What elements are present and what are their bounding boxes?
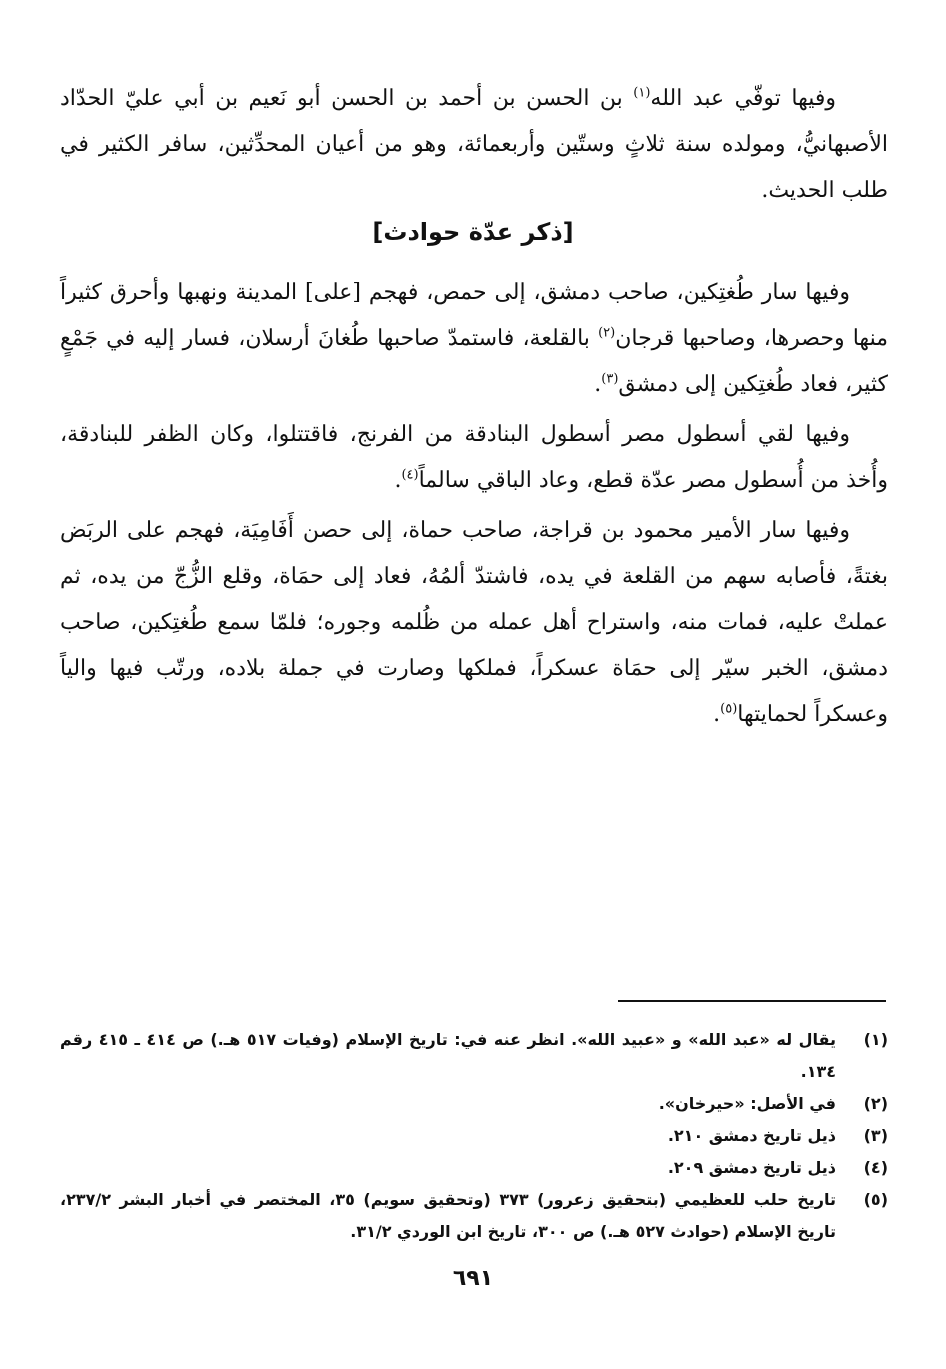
footnote-text: تاريخ حلب للعظيمي (بتحقيق زعرور) ٣٧٣ (وتحقيق سويم) ٣٥، المختصر في أخبار البشر ٢٣٧/٢، تاريخ الإسلام (حوادث ٥٢٧ هـ.) ص ٣٠٠، تاريخ ابن الوردي ٣١/٢.	[60, 1190, 836, 1241]
paragraph-end: .	[394, 468, 402, 493]
paragraph-obituary	[60, 76, 888, 214]
footnote-marker[interactable]: (٤)	[401, 467, 419, 483]
footnote-marker[interactable]: (١)	[633, 85, 651, 101]
paragraph-hama	[60, 508, 888, 738]
footnotes-list	[60, 1024, 888, 1248]
paragraph-text: وفيها توفّي عبد الله	[650, 86, 836, 111]
footnote-marker[interactable]: (٥)	[720, 701, 738, 717]
footnote-text: يقال له «عبد الله» و «عبيد الله». انظر عنه في: تاريخ الإسلام (وفيات ٥١٧ هـ.) ص ٤١٤ ـ ٤١٥ رقم ١٣٤.	[60, 1030, 836, 1081]
footnote-number: (٢)	[863, 1094, 888, 1113]
footnote-text: في الأصل: «حيرخان».	[658, 1094, 836, 1113]
footnote-item	[60, 1152, 888, 1184]
opening-section	[60, 76, 888, 214]
footnote-item	[60, 1184, 888, 1248]
section-heading: [ذكر عدّة حوادث]	[372, 218, 574, 246]
footnote-separator	[618, 1000, 886, 1002]
paragraph-text: وفيها لقي أسطول مصر أسطول البنادقة من الفرنج، فاقتتلوا، وكان الظفر للبنادقة، وأُخذ من أُسطول مصر عدّة قطع، وعاد الباقي سالماً	[60, 422, 888, 493]
footnote-number: (٣)	[863, 1126, 888, 1145]
paragraph-end: .	[594, 372, 602, 397]
footnote-number: (٥)	[863, 1190, 888, 1209]
footnote-number: (٤)	[863, 1158, 888, 1177]
paragraph-fleet	[60, 412, 888, 504]
paragraph-homs	[60, 270, 888, 408]
paragraph-text: بالقلعة، فاستمدّ صاحبها طُغانَ أرسلان، فسار إليه في جَمْعٍ كثير، فعاد طُغتِكين إلى دمشق	[60, 326, 888, 397]
footnote-item	[60, 1024, 888, 1088]
footnote-item	[60, 1088, 888, 1120]
footnote-text: ذيل تاريخ دمشق ٢٠٩.	[667, 1158, 836, 1177]
paragraph-text: وفيها سار الأمير محمود بن قراجة، صاحب حماة، إلى حصن أَفَامِيَة، فهجم على الربَض بغتةً، فأصابه سهم من القلعة في يده، فاشتدّ ألمُهُ، فعاد إلى حمَاة، وقلع الزُّجّ من يده، ثم عملتْ عليه، فمات منه، واستراح أهل عمله من ظُلمه وجوره؛ فلمّا سمع طُغتِكين، صاحب دمشق، الخبر سيّر إلى حمَاة عسكراً، فملكها وصارت في جملة بلاده، ورتّب فيها والياً وعسكراً لحمايتها	[60, 518, 888, 727]
footnote-text: ذيل تاريخ دمشق ٢١٠.	[667, 1126, 836, 1145]
paragraph-end: .	[713, 702, 721, 727]
paragraph-text: وفيها سار طُغتِكين، صاحب دمشق، إلى حمص، فهجم [على] المدينة ونهبها وأحرق كثيراً منها وحصرها، وصاحبها قرجان	[60, 280, 888, 351]
page-number: ٦٩١	[452, 1266, 494, 1291]
footnote-marker[interactable]: (٣)	[601, 371, 619, 387]
footnote-number: (١)	[863, 1030, 888, 1049]
main-section	[60, 270, 888, 738]
footnote-item	[60, 1120, 888, 1152]
paragraph-text: بن الحسن بن أحمد بن الحسن أبو نَعيم بن أبي عليّ الحدّاد الأصبهانيُّ، ومولده سنة ثلاثٍ وستّين وأربعمائة، وهو من أعيان المحدِّثين، سافر الكثير في طلب الحديث.	[60, 86, 888, 203]
footnote-marker[interactable]: (٢)	[598, 325, 616, 341]
